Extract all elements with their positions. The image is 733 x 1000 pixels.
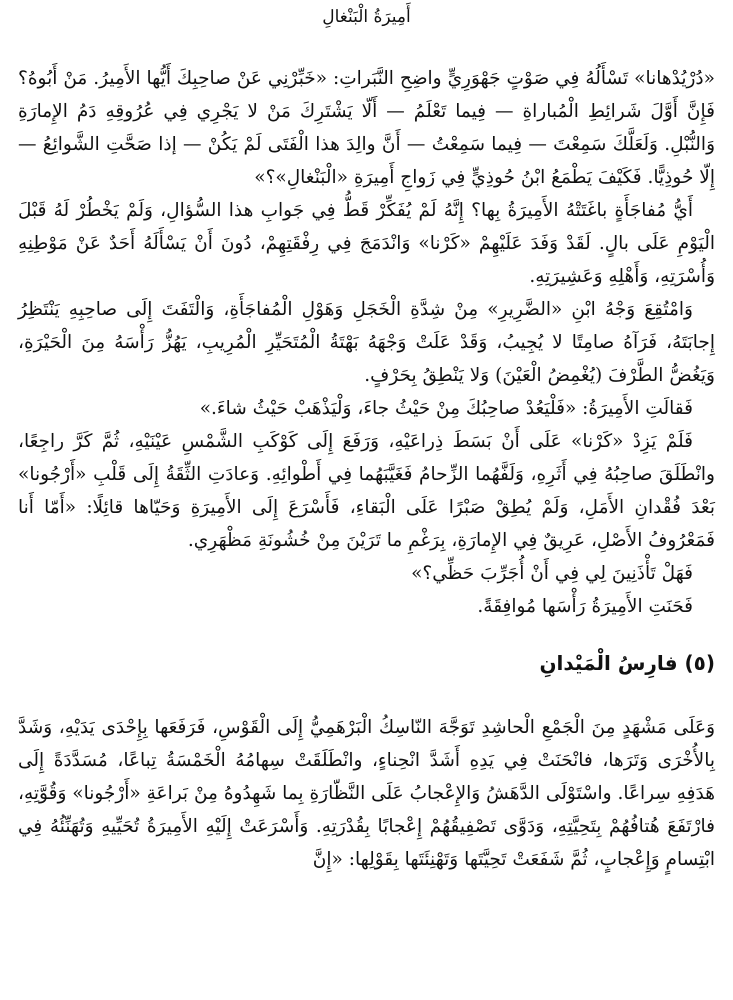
book-page xyxy=(18,0,715,1000)
section-text xyxy=(18,711,715,876)
body-text xyxy=(18,62,715,623)
paragraph-question: «دُرْيُدْهانا» تَسْأَلُهُ فِي صَوْتٍ جَهْوَرِيٍّ واضِحِ النَّبَراتِ: «خَبِّرْنِي عَنْ صاحِبِكَ أَيُّها الأَمِيرُ. مَنْ أَبُوهُ؟ فَإِنَّ أَوَّلَ شَرائِطِ الْمُباراةِ — فِيما تَعْلَمُ — أَلّا يَشْتَرِكَ مَنْ لا يَجْرِي فِي عُرُوقِهِ دَمُ الإِمارَةِ وَالنُّبْلِ. وَلَعَلَّكَ سَمِعْتَ — فِيما سَمِعْتُ — أَنَّ والِدَ هذا الْفَتَى لَمْ يَكُنْ — إذا صَحَّتِ الشَّوائِعُ — إِلّا حُوذِيًّا. فَكَيْفَ يَطْمَعُ ابْنُ حُوذِيٍّ فِي زَواجِ أَمِيرَةِ «الْبَنْغالِ»؟» xyxy=(18,68,715,188)
paragraph-shame: وَامْتُقِعَ وَجْهُ ابْنِ «الضَّرِيرِ» مِنْ شِدَّةِ الْخَجَلِ وَهَوْلِ الْمُفاجَأَةِ، وَالْتَفَتَ إِلَى صاحِبِهِ يَنْتَظِرُ إِجابَتَهُ، فَرَآهُ صامِتًا لا يُجِيبُ، وَقَدْ عَلَتْ وَجْهَهُ بَهْتَةُ الْمُتَحَيِّرِ الْمُرِيبِ، يَهُزُّ رَأْسَهُ مِنَ الْحَيْرَةِ، وَيَغُضُّ الطَّرْفَ (يُغْمِضُ الْعَيْنَ) وَلا يَنْطِقُ بِحَرْفٍ. xyxy=(18,299,715,386)
paragraph-surprise: أَيُّ مُفاجَأَةٍ باغَتَتْهُ الأَمِيرَةُ بِها؟ إِنَّهُ لَمْ يُفَكِّرْ قَطُّ فِي جَوابِ هذا السُّؤالِ، وَلَمْ يَخْطُرْ لَهُ قَبْلَ الْيَوْمِ عَلَى بالٍ. لَقَدْ وَفَدَ عَلَيْهِمْ «كَرْنا» وَانْدَمَجَ فِي رِفْقَتِهِمْ، دُونَ أَنْ يَسْأَلَهُ أَحَدٌ عَنْ مَوْطِنِهِ وَأُسْرَتِهِ، وَأَهْلِهِ وَعَشِيرَتِهِ. xyxy=(18,200,715,287)
paragraph-arjuna-asks: فَهَلْ تَأْذَنِينَ لِي فِي أَنْ أُجَرِّبَ حَظِّي؟» xyxy=(411,563,693,584)
paragraph-princess-agrees: فَحَنَتِ الأَمِيرَةُ رَأْسَها مُوافِقَةً. xyxy=(477,596,693,617)
paragraph-karna-leaves: فَلَمْ يَزِدْ «كَرْنا» عَلَى أَنْ بَسَطَ ذِراعَيْهِ، وَرَفَعَ إِلَى كَوْكَبِ الشَّمْسِ عَيْنَيْهِ، ثُمَّ كَرَّ راجِعًا، وانْطَلَقَ صاحِبُهُ فِي أَثَرِهِ، وَلَفَّهُما الزِّحامُ فَغَيَّبَهُما فِي أَطْوائِهِ. وَعادَتِ الثِّقَةُ إِلَى قَلْبِ «أَرْجُونا» بَعْدَ فُقْدانِ الأَمَلِ، وَلَمْ يُطِقْ صَبْرًا عَلَى الْبَقاءِ، فَأَسْرَعَ إِلَى الأَمِيرَةِ وَحَيّاها قائِلًا: «أَمّا أَنا فَمَعْرُوفُ الأَصْلِ، عَرِيقٌ فِي الإِمارَةِ، بِرَغْمِ ما تَرَيْنَ مِنْ خُشُونَةِ مَظْهَرِي. xyxy=(18,431,715,551)
section-heading: (٥) فارِسُ الْمَيْدانِ xyxy=(539,651,715,675)
running-header: أَمِيرَةُ الْبَنْغالِ xyxy=(322,7,411,27)
paragraph-princess-reply: فَقالَتِ الأَمِيرَةُ: «فَلْيَعُدْ صاحِبُكَ مِنْ حَيْثُ جاءَ، وَلْيَذْهَبْ حَيْثُ شاءَ.» xyxy=(199,398,693,419)
paragraph-archery: وَعَلَى مَشْهَدٍ مِنَ الْجَمْعِ الْحاشِدِ تَوَجَّهَ النّاسِكُ الْبَرْهَمِيُّ إِلَى الْقَوْسِ، فَرَفَعَها بِإِحْدَى يَدَيْهِ، وَشَدَّ بِالأُخْرَى وَتَرَها، فانْحَنَتْ فِي يَدِهِ أَشَدَّ انْحِناءٍ، وانْطَلَقَتْ سِهامُهُ الْخَمْسَةُ تِباعًا، مُسَدَّدَةً إِلَى هَدَفِهِ سِراعًا. واسْتَوْلَى الدَّهَشُ وَالإِعْجابُ عَلَى النَّظّارَةِ بِما شَهِدُوهُ مِنْ بَراعَةِ «أَرْجُونا» وَقُوَّتِهِ، فارْتَفَعَ هُتافُهُمْ بِتَحِيَّتِهِ، وَدَوَّى تَصْفِيقُهُمْ إِعْجابًا بِقُدْرَتِهِ. وَأَسْرَعَتْ إِلَيْهِ الأَمِيرَةُ تُحَيِّيهِ وَتُهَنِّئُهُ فِي ابْتِسامٍ وَإِعْجابٍ، ثُمَّ شَفَعَتْ تَحِيَّتَها وَتَهْنِئَتَها بِقَوْلِها: «إِنَّ xyxy=(18,717,715,870)
